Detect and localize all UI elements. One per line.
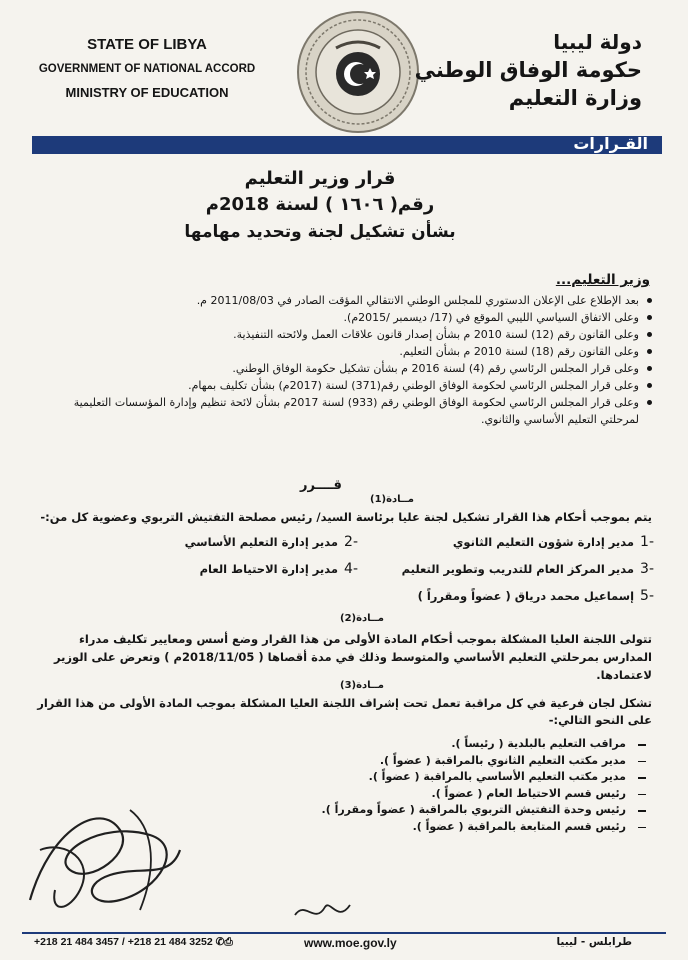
- decision-title: قرار وزير التعليم: [244, 168, 396, 189]
- decided-heading: قــــرر: [300, 478, 342, 493]
- banner-label: القـرارات: [573, 134, 648, 153]
- member-number: -3: [640, 561, 654, 577]
- committee-member: [185, 534, 358, 550]
- subcommittee-text: رئيس وحدة التفتيش التربوي بالمراقبة ( عضواً ومقرراً ).: [321, 803, 626, 816]
- dash-icon: [638, 827, 646, 829]
- preamble-item: [32, 394, 652, 428]
- preamble-item: [32, 343, 652, 360]
- article-3-text: تشكل لجان فرعية في كل مراقبة تعمل تحت إشراف اللجنة العليا المشكلة بموجب المادة الأولى من هذا القرار على النحو التالي:-: [37, 696, 652, 727]
- bullet-icon: [647, 366, 652, 371]
- preamble-item: [32, 292, 652, 309]
- bullet-icon: [647, 349, 652, 354]
- dash-icon: [638, 744, 646, 746]
- initials: [290, 895, 360, 929]
- subcommittee-item: [322, 819, 646, 836]
- phone-numbers: +218 21 484 3457 / +218 21 484 3252: [34, 936, 213, 948]
- committee-member: [453, 534, 654, 550]
- subcommittee-text: مراقب التعليم بالبلدية ( رئيساً ).: [451, 737, 626, 750]
- footer-city: طرابلس - ليبيا: [556, 936, 632, 948]
- preamble-text: وعلى القانون رقم (18) لسنة 2010 م بشأن التعليم.: [399, 345, 639, 358]
- ar-government-name: حكومة الوفاق الوطني: [414, 58, 642, 82]
- bullet-icon: [647, 315, 652, 320]
- dash-icon: [638, 777, 646, 779]
- english-letterhead: [22, 36, 272, 110]
- subcommittee-item: [322, 802, 646, 819]
- preamble-item: [32, 309, 652, 326]
- bullet-icon: [647, 332, 652, 337]
- member-text: مدير المركز العام للتدريب وتطوير التعليم: [401, 562, 635, 576]
- member-number: -4: [344, 561, 358, 577]
- signature: [10, 790, 210, 930]
- subcommittee-item: [322, 769, 646, 786]
- en-government-name: GOVERNMENT OF NATIONAL ACCORD: [38, 63, 256, 75]
- bullet-icon: [647, 383, 652, 388]
- article-1-heading: مــادة(1): [370, 494, 414, 505]
- member-text: مدير إدارة الاحتياط العام: [199, 562, 339, 576]
- en-ministry-name: MINISTRY OF EDUCATION: [65, 85, 229, 100]
- decision-number: رقم( ١٦٠٦ ) لسنة 2018م: [205, 194, 435, 215]
- decision-subject: بشأن تشكيل لجنة وتحديد مهامها: [184, 222, 456, 242]
- preamble-item: [32, 360, 652, 377]
- subcommittee-item: [322, 786, 646, 803]
- committee-member: [418, 588, 654, 604]
- preamble-text: وعلى قرار المجلس الرئاسي رقم (4) لسنة 2016 م بشأن تشكيل حكومة الوفاق الوطني.: [232, 362, 639, 375]
- subcommittee-item: [322, 736, 646, 753]
- fax-icon: ⎙: [224, 936, 233, 948]
- minister-heading: وزير التعليم...: [555, 272, 650, 288]
- committee-member: [200, 561, 358, 577]
- article-3-heading: مــادة(3): [340, 680, 384, 691]
- subcommittee-text: مدير مكتب التعليم الثانوي بالمراقبة ( عضواً ).: [379, 753, 626, 767]
- article-1-text: يتم بموجب أحكام هذا القرار تشكيل لجنة عليا برئاسة السيد/ رئيس مصلحة التفتيش التربوي وعضوية كل من:-: [40, 510, 652, 524]
- member-number: -5: [640, 588, 654, 604]
- preamble-text: وعلى قرار المجلس الرئاسي لحكومة الوفاق الوطني رقم(371) لسنة (2017م) بشأن تكليف بمهام.: [188, 379, 639, 392]
- dash-icon: [638, 761, 646, 763]
- bullet-icon: [647, 298, 652, 303]
- preamble-text: بعد الإطلاع على الإعلان الدستوري للمجلس الوطني الانتقالي المؤقت الصادر في 2011/08/03 م.: [196, 294, 639, 307]
- ministry-seal: [296, 10, 420, 134]
- member-number: -2: [344, 534, 358, 550]
- article-2-heading: مــادة(2): [340, 613, 384, 624]
- preamble-item: [32, 326, 652, 343]
- subcommittee-text: رئيس قسم المتابعة بالمراقبة ( عضواً ).: [412, 819, 626, 833]
- arabic-letterhead: [415, 30, 642, 110]
- member-number: -1: [640, 534, 654, 550]
- decisions-banner: [32, 136, 662, 154]
- footer-phones: [34, 936, 233, 949]
- preamble-text: وعلى قرار المجلس الرئاسي لحكومة الوفاق الوطني رقم (933) لسنة 2017م بشأن لائحة تنظيم وإدارة المؤسسات التعليمية لمرحلتي التعليم الأساسي والثانوي.: [73, 396, 639, 426]
- member-text: مدير إدارة التعليم الأساسي: [184, 535, 339, 549]
- en-state-name: STATE OF LIBYA: [87, 36, 207, 53]
- subcommittee-text: مدير مكتب التعليم الأساسي بالمراقبة ( عضواً ).: [368, 770, 626, 783]
- footer-website[interactable]: www.moe.gov.ly: [304, 936, 397, 950]
- subcommittee-text: رئيس قسم الاحتياط العام ( عضواً ).: [431, 786, 626, 800]
- member-text: مدير إدارة شؤون التعليم الثانوي: [452, 535, 635, 549]
- preamble-list: [32, 292, 652, 428]
- footer-divider: [22, 932, 666, 934]
- dash-icon: [638, 794, 646, 796]
- phone-icon: ✆: [215, 936, 225, 948]
- preamble-item: [32, 377, 652, 394]
- subcommittee-item: [322, 753, 646, 770]
- member-text: إسماعيل محمد درياق ( عضواً ومقرراً ): [417, 589, 635, 603]
- preamble-text: وعلى القانون رقم (12) لسنة 2010 م بشأن إصدار قانون علاقات العمل ولائحته التنفيذية.: [233, 328, 639, 341]
- ar-ministry-name: وزارة التعليم: [508, 86, 642, 110]
- ar-state-name: دولة ليبيا: [553, 30, 642, 54]
- dash-icon: [638, 810, 646, 812]
- bullet-icon: [647, 400, 652, 405]
- article-2-text: تتولى اللجنة العليا المشكلة بموجب أحكام المادة الأولى من هذا القرار وضع أسس ومعايير تكليف مدراء المدارس بمرحلتي التعليم الأساسي والمتوسط وذلك في مدة أقصاها ( 2018/11/05م ) وتعرض على الوزير لاعتمادها.: [53, 632, 652, 682]
- subcommittee-list: [322, 736, 646, 835]
- preamble-text: وعلى الاتفاق السياسي الليبي الموقع في (17/ ديسمبر /2015م).: [343, 311, 639, 324]
- committee-member: [402, 561, 654, 577]
